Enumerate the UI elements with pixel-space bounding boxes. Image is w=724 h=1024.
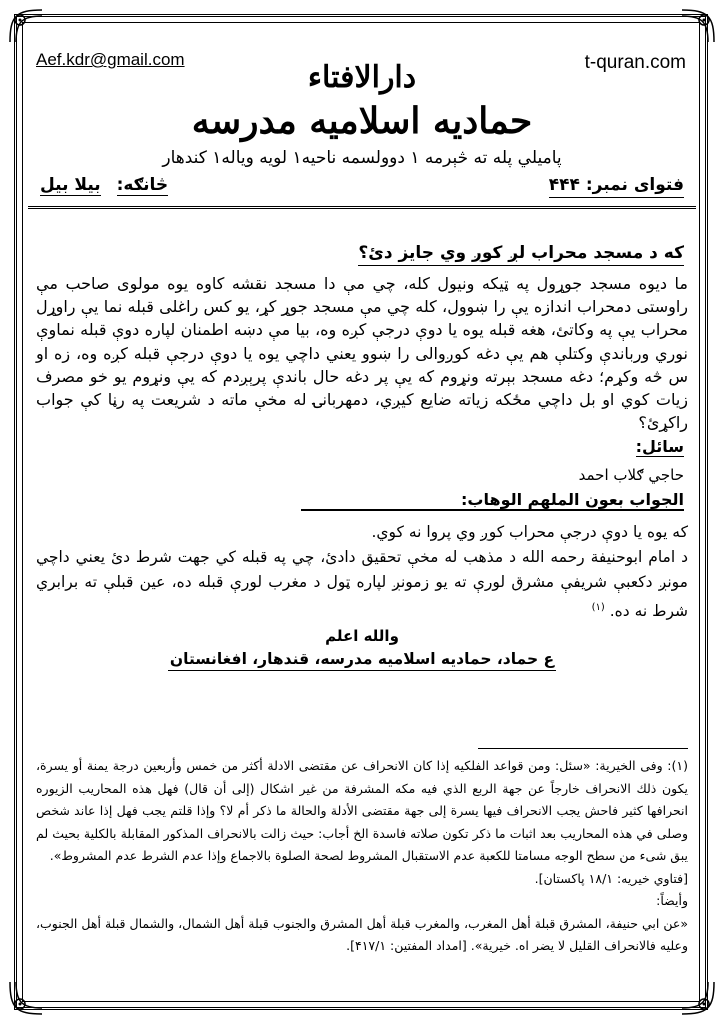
website-link[interactable]: t-quran.com — [584, 52, 686, 73]
category-value: بیلا بیل — [40, 175, 101, 195]
asker-label: سائل: — [635, 437, 684, 456]
corner-ornament-icon — [6, 6, 46, 46]
corner-ornament-icon — [678, 978, 718, 1018]
signature-line — [0, 650, 724, 668]
footnote-divider — [478, 748, 688, 749]
footnote-reference[interactable]: (۱) — [591, 602, 605, 613]
closing-phrase: والله اعلم — [325, 627, 399, 645]
answer-heading: الجواب بعون الملهم الوهاب: — [301, 490, 684, 511]
corner-ornament-icon — [6, 978, 46, 1018]
footnote-1: (۱): وفی الخیریة: «سئل: ومن قواعد الفلکیه إذا کان الانحراف عن مقتضی الادلة أکثر من خمس وأربعین درجة یمنة أو یسرة، یکون ذلك الانحراف خارجاً عن جهة الربع الذي فیه مکه المشرفة من غیر اشکال (إلی أن قال) فهل هذه المحاریب الزیوره انحرافها کثیر فاحش یجب الانحراف فیها یسرة إلی جهة مقتضی الأدلة والحالة ما ذکر أم لا؟ وإذا قلتم یجب فهل إذا عاند شخص وصلی في هذه المحاریب بعد اثبات ما ذکر تکون صلاته فاسدة الخ أجاب: حیث زالت بالانحراف المذکور المقابلة بالکلیة بحیث لم یبق شیء من سطح الوجه مسامتا للکعبة عدم الاستقبال المشروط لصحة الصلوة بالاجماع وإذا عدم الشرط عدم المشروط». — [36, 758, 688, 863]
asker-name: حاجي ګلاب احمد — [578, 466, 684, 484]
footnote-2: «عن ابي حنیفة، المشرق قبلة أهل المغرب، والمغرب قبلة أهل المشرق والجنوب قبلة أهل الشمال، والشمال قبلة أهل الجنوب، وعلیه فالانحراف القلیل لا یضر اه. خیریة». [امداد المفتین: ۴۱۷/۱]. — [36, 915, 688, 953]
answer-line-1: که یوه یا دوې درجې محراب کوږ وي پروا نه کوي. — [371, 523, 688, 541]
footnote-also: وأیضاً: — [656, 893, 688, 908]
category-field — [40, 175, 168, 195]
signature-text: ع حماد، حمادیه اسلامیه مدرسه، قندهار، افغانستان — [168, 650, 556, 671]
question-title: که د مسجد محراب لږ کوږ وي جایز دئ؟ — [358, 243, 684, 266]
footnote-source-1: [فتاوي خیریه: ۱۸/۱ پاکستان]. — [534, 870, 688, 886]
institute-title: دارالافتاء — [307, 60, 417, 95]
corner-ornament-icon — [678, 6, 718, 46]
header-divider — [28, 206, 696, 209]
footnotes — [36, 755, 688, 958]
question-body: ما دیوه مسجد جوړول په ټیکه ونیول کله، چي مې دا مسجد نقشه کاوه یوه مولوی صاحب مې راوستی دمحراب اندازه یې را ښوول، کله چي مې مسجد جوړ کړ، یو کس راغلی قبله نما یې راوړل محراب یې په وکاتئ، هغه قبله یوه یا دوې درجې کږه وه، بیا مې دښه اطمنان لپاره دوې قبله نماوې نوري ورباندې وکتلې هم یې دغه کوږوالی را ښوو یعني داچي یوه یا دوې درجې قبله کږه وه، زه او س څه وکړم؛ دغه مسجد بېرته ونړوم که یې پر دغه حال باندې پرېږدم که یې ونړوم یو خو مصرف زیات کوي او بل داچي مځکه زیاته ضایع کیږي، دمهربانۍ له مخې ماته د شریعت په رڼا کې جواب راکړئ؟ — [36, 274, 688, 433]
madrasa-name: حمادیه اسلامیه مدرسه — [191, 100, 533, 142]
answer-line-2 — [36, 545, 688, 624]
category-label: څانګه: — [116, 175, 169, 195]
madrasa-address: پامیلي پله ته څېرمه ۱ دوولسمه ناحیه۱ لویه ویاله۱ کندهار — [162, 148, 562, 168]
fatwa-number: فتوای نمبر: ۴۴۴ — [549, 175, 684, 198]
contact-email[interactable]: Aef.kdr@gmail.com — [36, 50, 185, 69]
answer-body — [36, 520, 688, 624]
answer-line-2-text: د امام ابوحنیفة رحمه الله د مذهب له مخې تحقیق دادئ، چي په قبله کي جهت شرط دئ یعني داچي مونږ دکعبې شریفې مشرق لورې ته یو زمونږ لپاره ټول د مغرب لورې قبله ده، عین قبلې ته برابري شرط نه ده. — [36, 548, 688, 621]
